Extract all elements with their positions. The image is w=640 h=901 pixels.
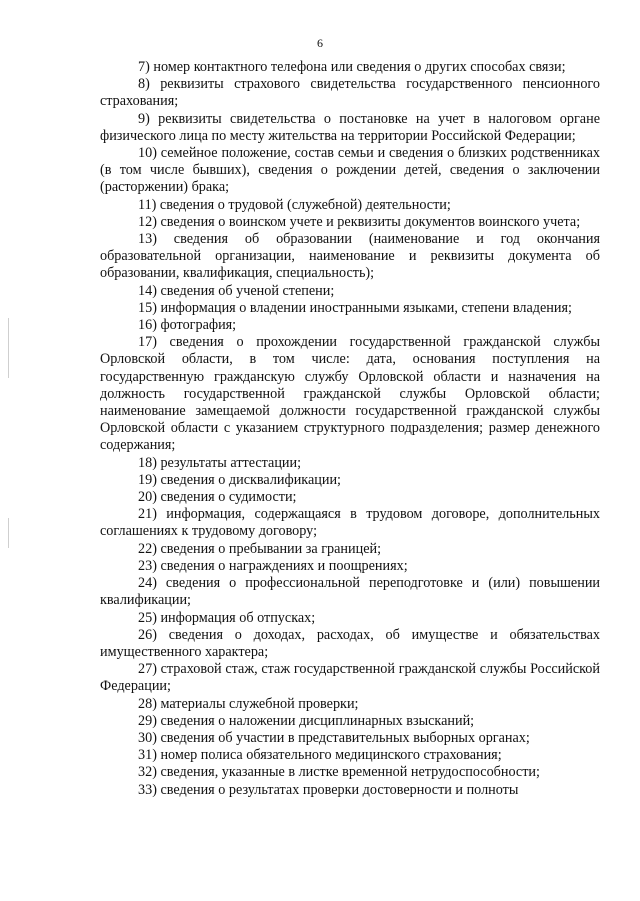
page-number: 6 xyxy=(317,36,323,50)
list-item: 10) семейное положение, состав семьи и сведения о близких родственниках (в том числе бывших), сведения о рождении детей, сведения о заключении (расторжении) брака; xyxy=(100,145,600,196)
list-item: 26) сведения о доходах, расходах, об имуществе и обязательствах имущественного характера; xyxy=(100,626,600,660)
list-item: 28) материалы служебной проверки; xyxy=(138,695,359,712)
list-item: 23) сведения о награждениях и поощрениях; xyxy=(138,557,408,574)
list-item: 14) сведения об ученой степени; xyxy=(138,282,335,299)
list-item: 12) сведения о воинском учете и реквизиты документов воинского учета; xyxy=(138,213,581,230)
list-item: 25) информация об отпусках; xyxy=(138,609,316,626)
list-item: 29) сведения о наложении дисциплинарных взысканий; xyxy=(138,712,475,729)
list-item: 22) сведения о пребывании за границей; xyxy=(138,540,382,557)
list-item: 16) фотография; xyxy=(138,317,237,334)
list-item: 13) сведения об образовании (наименование и год окончания образовательной организации, наименование и реквизиты документа об образовании, квалификация, специальность); xyxy=(100,231,600,282)
list-item: 8) реквизиты страхового свидетельства государственного пенсионного страхования; xyxy=(100,76,600,110)
list-item: 24) сведения о профессиональной переподготовке и (или) повышении квалификации; xyxy=(100,575,600,609)
list-item: 33) сведения о результатах проверки достоверности и полноты xyxy=(138,781,519,798)
list-item: 17) сведения о прохождении государственной гражданской службы Орловской области, в том числе: дата, основания поступления на государственную гражданскую службу Орловской области и назначения на должность государственной гражданской службы Орловской области; наименование замещаемой должности государственной гражданской службы Орловской области с указанием структурного подразделения; размер денежного содержания; xyxy=(100,334,600,454)
list-item: 30) сведения об участии в представительных выборных органах; xyxy=(138,729,530,746)
list-item: 9) реквизиты свидетельства о постановке на учет в налоговом органе физического лица по месту жительства на территории Российской Федерации; xyxy=(100,110,600,144)
list-item: 15) информация о владении иностранными языками, степени владения; xyxy=(138,299,572,316)
list-item: 27) страховой стаж, стаж государственной гражданской службы Российской Федерации; xyxy=(100,661,600,695)
scan-artifact-line xyxy=(8,318,9,378)
list-item: 32) сведения, указанные в листке временной нетрудоспособности; xyxy=(138,764,540,781)
list-item: 18) результаты аттестации; xyxy=(138,454,302,471)
document-body xyxy=(100,59,600,799)
list-item: 31) номер полиса обязательного медицинского страхования; xyxy=(138,747,502,764)
scan-artifact-line xyxy=(8,518,9,548)
list-item: 21) информация, содержащаяся в трудовом договоре, дополнительных соглашениях к трудовому договору; xyxy=(100,506,600,540)
list-item: 11) сведения о трудовой (служебной) деятельности; xyxy=(138,196,451,213)
list-item: 7) номер контактного телефона или сведения о других способах связи; xyxy=(138,59,566,75)
list-item: 20) сведения о судимости; xyxy=(138,489,297,506)
list-item: 19) сведения о дисквалификации; xyxy=(138,471,341,488)
